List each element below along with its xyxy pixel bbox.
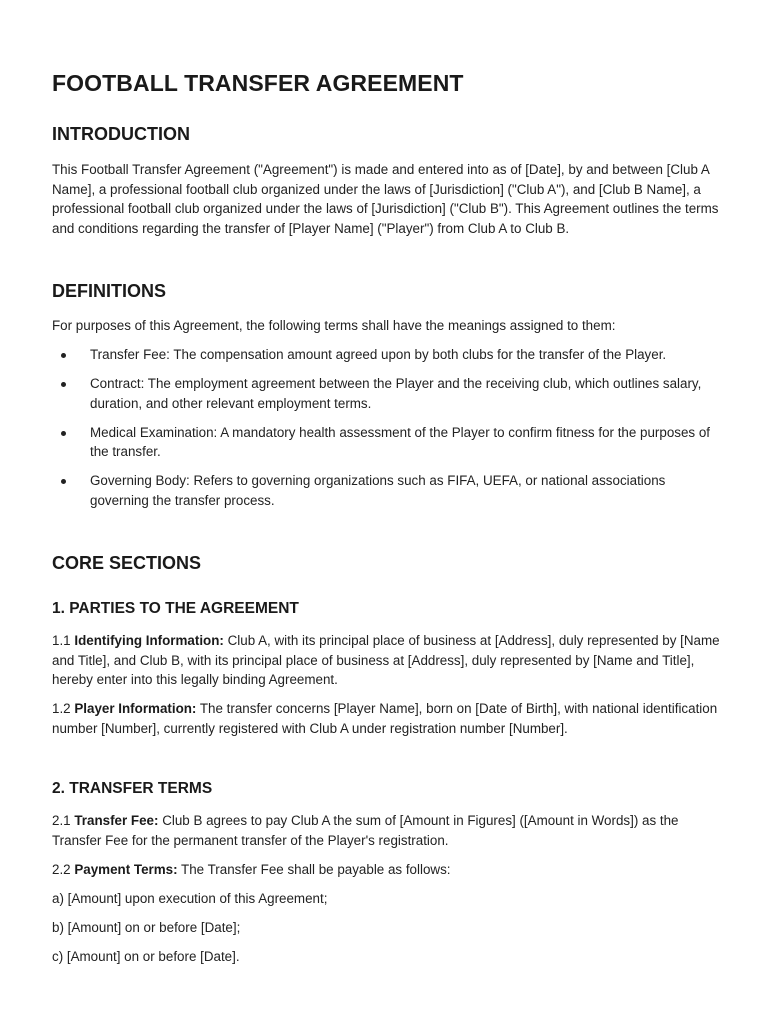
payment-item-c: c) [Amount] on or before [Date]. <box>52 949 240 964</box>
clause-text: Club B agrees to pay Club A the sum of [Amount in Figures] ([Amount in Words]) as the Transfer Fee for the permanent transfer of the Player's registration. <box>52 813 679 848</box>
clause-label: Player Information: <box>74 701 197 716</box>
definition-text: Transfer Fee: The compensation amount agreed upon by both clubs for the transfer of the Player. <box>90 347 667 362</box>
bullet-icon <box>61 431 66 436</box>
document-title: FOOTBALL TRANSFER AGREEMENT <box>52 70 464 96</box>
definitions-heading: DEFINITIONS <box>52 281 167 301</box>
definitions-intro: For purposes of this Agreement, the following terms shall have the meanings assigned to them: <box>52 318 616 333</box>
clause-1-1 <box>52 631 720 690</box>
introduction-heading: INTRODUCTION <box>52 124 190 144</box>
bullet-icon <box>61 382 66 387</box>
clause-text: The transfer concerns [Player Name], born on [Date of Birth], with national identification number [Number], currently registered with Club A under registration number [Number]. <box>52 701 718 736</box>
bullet-icon <box>61 479 66 484</box>
definition-text: Medical Examination: A mandatory health assessment of the Player to confirm fitness for the purposes of the transfer. <box>90 424 711 460</box>
introduction-text: This Football Transfer Agreement ("Agreement") is made and entered into as of [Date], by and between [Club A Name], a professional football club organized under the laws of [Jurisdiction] ("Club A"), and [Club B Name], a professional football club organized under the laws of [Jurisdiction] ("Club B"). This Agreement outlines the terms and conditions regarding the transfer of [Player Name] ("Player") from Club A to Club B. <box>52 162 719 236</box>
definition-item-contract <box>52 374 720 413</box>
clause-2-2 <box>52 860 720 880</box>
definitions-list <box>52 345 720 520</box>
section-2-heading: 2. TRANSFER TERMS <box>52 780 213 797</box>
clause-number: 2.2 <box>52 862 71 877</box>
clause-number: 2.1 <box>52 813 71 828</box>
clause-number: 1.2 <box>52 701 71 716</box>
clause-label: Identifying Information: <box>74 633 224 648</box>
clause-1-2 <box>52 699 720 738</box>
clause-text: The Transfer Fee shall be payable as follows: <box>181 862 451 877</box>
definition-text: Contract: The employment agreement between the Player and the receiving club, which outlines salary, duration, and other relevant employment terms. <box>90 376 702 411</box>
clause-label: Transfer Fee: <box>74 813 159 828</box>
definition-text: Governing Body: Refers to governing organizations such as FIFA, UEFA, or national associations governing the transfer process. <box>90 473 666 509</box>
definition-item-transfer-fee <box>52 345 720 365</box>
clause-2-1 <box>52 811 720 850</box>
section-1-heading: 1. PARTIES TO THE AGREEMENT <box>52 600 299 617</box>
payment-item-b: b) [Amount] on or before [Date]; <box>52 920 241 935</box>
definition-item-governing-body <box>52 471 720 510</box>
bullet-icon <box>61 353 66 358</box>
definition-item-medical-examination <box>52 423 720 462</box>
core-sections-heading: CORE SECTIONS <box>52 553 202 573</box>
payment-item-a: a) [Amount] upon execution of this Agreement; <box>52 891 328 906</box>
clause-label: Payment Terms: <box>74 862 178 877</box>
clause-number: 1.1 <box>52 633 71 648</box>
clause-text: Club A, with its principal place of business at [Address], duly represented by [Name and Title], and Club B, with its principal place of business at [Address], duly represented by [Name and Title], hereby enter into this legally binding Agreement. <box>52 633 720 688</box>
